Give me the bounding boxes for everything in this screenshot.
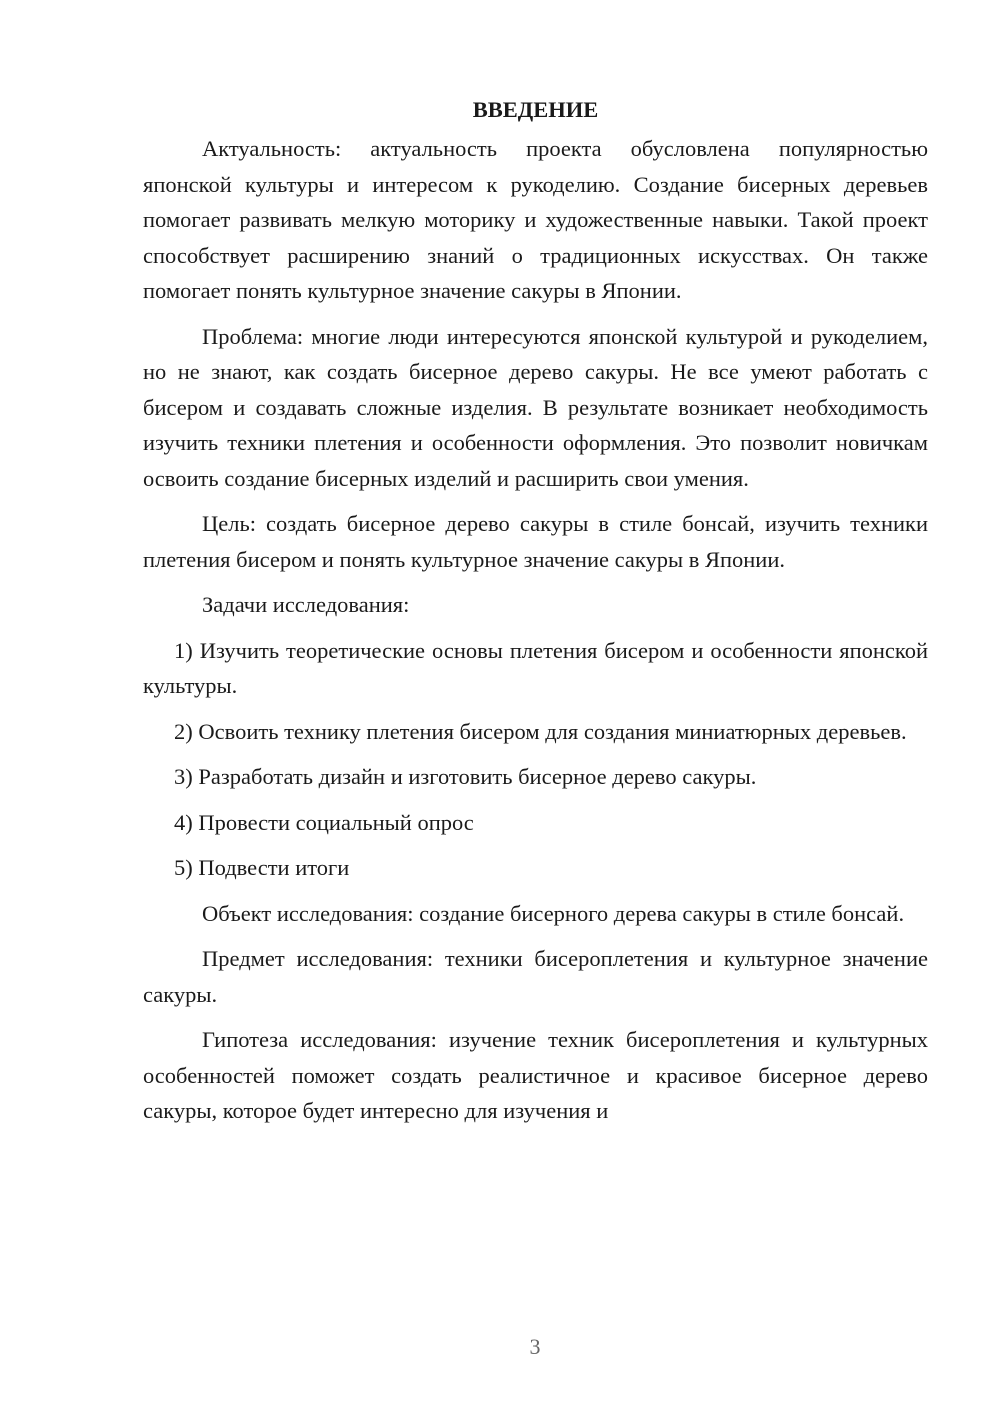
task-item-5: 5) Подвести итоги bbox=[174, 855, 350, 880]
paragraph-object: Объект исследования: создание бисерного дерева сакуры в стиле бонсай. bbox=[202, 900, 905, 926]
task-item-4: 4) Провести социальный опрос bbox=[174, 809, 474, 835]
paragraph-problem: Проблема: многие люди интересуются японской культурой и рукоделием, но не знают, как создать бисерное дерево сакуры. Не все умеют работать с бисером и создавать сложные изделия. В результате возникает необходимость изучить техники плетения и особенности оформления. Это позволит новичкам освоить создание бисерных изделий и расширить свои умения. bbox=[143, 323, 928, 491]
page-number: 3 bbox=[529, 1334, 541, 1359]
paragraph-subject: Предмет исследования: техники бисероплетения и культурное значение сакуры. bbox=[143, 946, 928, 1007]
section-title: ВВЕДЕНИЕ bbox=[472, 97, 599, 122]
paragraph-hypothesis: Гипотеза исследования: изучение техник бисероплетения и культурных особенностей поможет создать реалистичное и красивое бисерное дерево сакуры, которое будет интересно для изучения и bbox=[143, 1027, 928, 1123]
document-page bbox=[143, 92, 928, 1129]
task-item-1: 1) Изучить теоретические основы плетения бисером и особенности японской культуры. bbox=[143, 637, 928, 698]
paragraph-relevance: Актуальность: актуальность проекта обусловлена популярностью японской культуры и интересом к рукоделию. Создание бисерных деревьев помогает развивать мелкую моторику и художественные навыки. Такой проект способствует расширению знаний о традиционных искусствах. Он также помогает понять культурное значение сакуры в Японии. bbox=[143, 136, 928, 303]
paragraph-goal: Цель: создать бисерное дерево сакуры в стиле бонсай, изучить техники плетения бисером и понять культурное значение сакуры в Японии. bbox=[143, 511, 928, 572]
task-item-3: 3) Разработать дизайн и изготовить бисерное дерево сакуры. bbox=[174, 764, 757, 789]
tasks-heading: Задачи исследования: bbox=[202, 592, 410, 617]
task-item-2: 2) Освоить технику плетения бисером для создания миниатюрных деревьев. bbox=[174, 718, 907, 744]
